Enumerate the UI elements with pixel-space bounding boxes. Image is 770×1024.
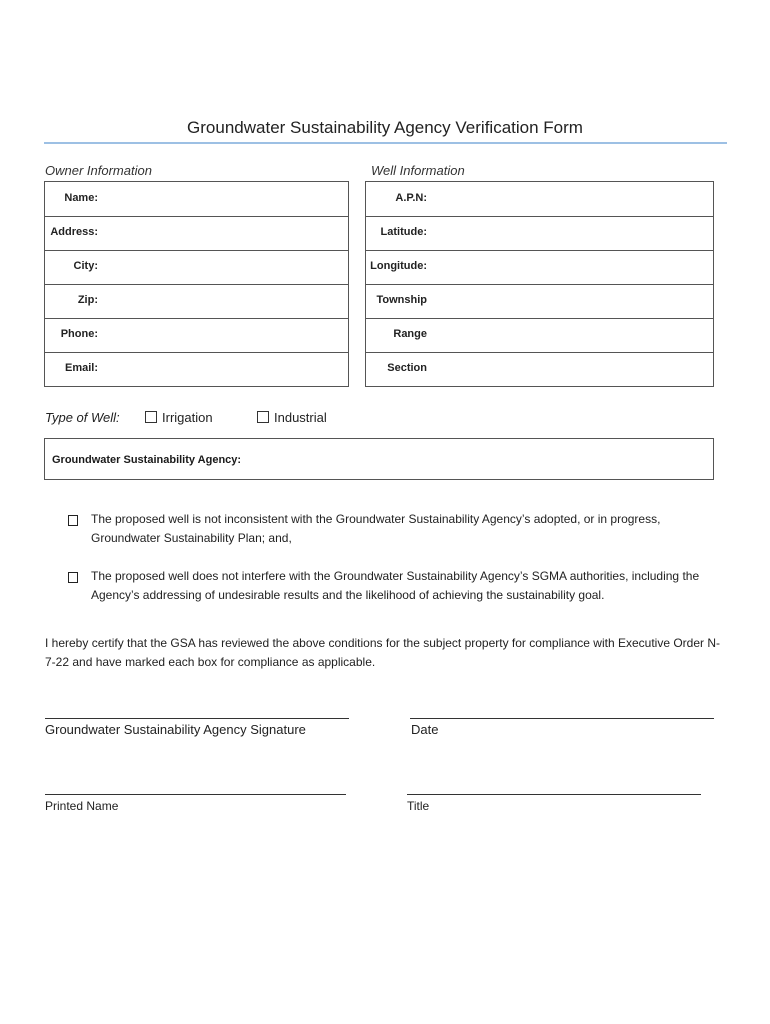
condition-1-checkbox[interactable] bbox=[68, 515, 78, 526]
date-label: Date bbox=[411, 722, 439, 737]
well-longitude-label: Longitude: bbox=[370, 260, 427, 272]
well-latitude-row bbox=[366, 216, 713, 251]
owner-information-table bbox=[44, 181, 349, 387]
owner-information-heading: Owner Information bbox=[45, 163, 152, 178]
owner-phone-label: Phone: bbox=[60, 328, 98, 340]
owner-zip-row bbox=[45, 284, 348, 319]
form-title: Groundwater Sustainability Agency Verification Form bbox=[187, 118, 583, 137]
well-township-label: Township bbox=[376, 294, 427, 306]
well-section-label: Section bbox=[387, 362, 427, 374]
gsa-label: Groundwater Sustainability Agency: bbox=[52, 454, 242, 466]
owner-phone-row bbox=[45, 318, 348, 353]
owner-name-row bbox=[45, 182, 348, 217]
well-longitude-row bbox=[366, 250, 713, 285]
condition-2-text: The proposed well does not interfere with the Groundwater Sustainability Agency’s SGMA authorities, including the Agency’s addressing of undesirable results and the likelihood of achieving the sustainability goal. bbox=[91, 569, 700, 602]
well-apn-row bbox=[366, 182, 713, 217]
signature-label: Groundwater Sustainability Agency Signature bbox=[45, 722, 306, 737]
condition-1-text: The proposed well is not inconsistent with the Groundwater Sustainability Agency’s adopted, or in progress, Groundwater Sustainability Plan; and, bbox=[91, 512, 661, 545]
industrial-option[interactable] bbox=[257, 410, 327, 425]
owner-city-row bbox=[45, 250, 348, 285]
well-range-label: Range bbox=[393, 328, 427, 340]
owner-zip-label: Zip: bbox=[77, 294, 98, 306]
industrial-checkbox[interactable] bbox=[257, 411, 269, 423]
owner-email-row bbox=[45, 352, 348, 386]
printed-name-label: Printed Name bbox=[45, 799, 119, 813]
title-label: Title bbox=[407, 799, 430, 813]
type-of-well-label: Type of Well: bbox=[45, 410, 120, 425]
date-line bbox=[410, 718, 714, 719]
irrigation-option[interactable] bbox=[145, 410, 213, 425]
well-section-row bbox=[366, 352, 713, 386]
well-range-row bbox=[366, 318, 713, 353]
owner-email-label: Email: bbox=[64, 362, 98, 374]
gsa-field-box bbox=[44, 438, 714, 480]
irrigation-checkbox[interactable] bbox=[145, 411, 157, 423]
industrial-label: Industrial bbox=[274, 410, 327, 425]
owner-name-label: Name: bbox=[64, 192, 98, 204]
signature-line bbox=[45, 718, 349, 719]
well-township-row bbox=[366, 284, 713, 319]
well-information-heading: Well Information bbox=[371, 163, 465, 178]
title-underline bbox=[44, 142, 727, 144]
well-information-table bbox=[365, 181, 714, 387]
condition-2-checkbox[interactable] bbox=[68, 572, 78, 583]
irrigation-label: Irrigation bbox=[162, 410, 213, 425]
printed-name-line bbox=[45, 794, 346, 795]
well-latitude-label: Latitude: bbox=[380, 226, 427, 238]
owner-address-row bbox=[45, 216, 348, 251]
owner-address-label: Address: bbox=[50, 226, 98, 238]
title-line bbox=[407, 794, 701, 795]
owner-city-label: City: bbox=[73, 260, 98, 272]
certification-statement: I hereby certify that the GSA has reviewed the above conditions for the subject property for compliance with Executive Order N-7-22 and have marked each box for compliance as applicable. bbox=[45, 636, 720, 669]
well-apn-label: A.P.N: bbox=[395, 192, 427, 204]
